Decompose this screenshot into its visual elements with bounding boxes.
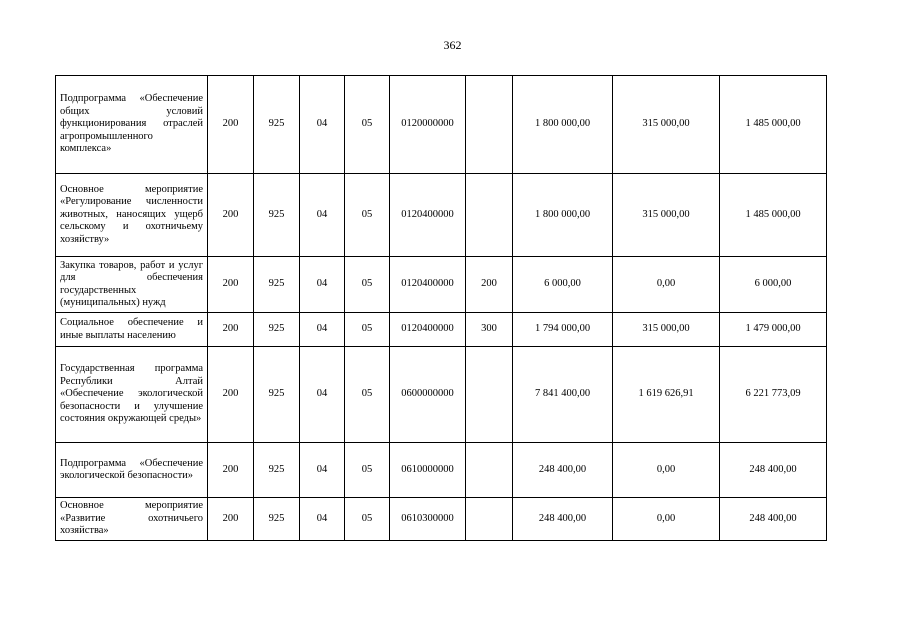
cell-code-3: 04 — [300, 498, 345, 541]
cell-code-4: 05 — [345, 76, 390, 174]
cell-value-3: 248 400,00 — [720, 498, 827, 541]
cell-value-3: 1 485 000,00 — [720, 76, 827, 174]
cell-value-2: 0,00 — [613, 498, 720, 541]
cell-code-3: 04 — [300, 76, 345, 174]
cell-expense-type: 200 — [466, 257, 513, 313]
cell-target-code: 0600000000 — [390, 347, 466, 443]
cell-code-2: 925 — [254, 347, 300, 443]
cell-value-1: 1 800 000,00 — [513, 76, 613, 174]
cell-code-3: 04 — [300, 347, 345, 443]
cell-value-2: 315 000,00 — [613, 174, 720, 257]
cell-value-3: 6 000,00 — [720, 257, 827, 313]
cell-code-2: 925 — [254, 498, 300, 541]
cell-target-code: 0120400000 — [390, 174, 466, 257]
table-row — [56, 313, 827, 347]
cell-value-1: 248 400,00 — [513, 443, 613, 498]
cell-code-1: 200 — [208, 257, 254, 313]
cell-target-code: 0120400000 — [390, 257, 466, 313]
cell-expense-type — [466, 174, 513, 257]
cell-value-1: 6 000,00 — [513, 257, 613, 313]
cell-code-2: 925 — [254, 313, 300, 347]
page-number: 362 — [443, 38, 462, 52]
cell-value-1: 7 841 400,00 — [513, 347, 613, 443]
cell-value-1: 1 800 000,00 — [513, 174, 613, 257]
cell-code-1: 200 — [208, 76, 254, 174]
cell-value-1: 248 400,00 — [513, 498, 613, 541]
row-name: Социальное обеспечение и иные выплаты населению — [56, 313, 208, 347]
cell-code-2: 925 — [254, 174, 300, 257]
cell-value-3: 6 221 773,09 — [720, 347, 827, 443]
cell-target-code: 0610300000 — [390, 498, 466, 541]
cell-value-2: 315 000,00 — [613, 313, 720, 347]
table-row — [56, 498, 827, 541]
cell-code-1: 200 — [208, 347, 254, 443]
cell-code-2: 925 — [254, 76, 300, 174]
cell-expense-type — [466, 443, 513, 498]
budget-table — [55, 75, 827, 541]
cell-code-4: 05 — [345, 443, 390, 498]
cell-value-2: 315 000,00 — [613, 76, 720, 174]
cell-code-3: 04 — [300, 174, 345, 257]
cell-code-3: 04 — [300, 443, 345, 498]
table-row — [56, 347, 827, 443]
cell-code-4: 05 — [345, 313, 390, 347]
cell-code-3: 04 — [300, 313, 345, 347]
row-name: Подпрограмма «Обеспечение экологической безопасности» — [56, 443, 208, 498]
cell-target-code: 0610000000 — [390, 443, 466, 498]
cell-code-1: 200 — [208, 443, 254, 498]
table-row — [56, 257, 827, 313]
row-name: Основное мероприятие «Регулирование численности животных, наносящих ущерб сельскому и охотничьему хозяйству» — [56, 174, 208, 257]
cell-code-2: 925 — [254, 257, 300, 313]
cell-code-4: 05 — [345, 498, 390, 541]
cell-expense-type — [466, 498, 513, 541]
cell-value-2: 0,00 — [613, 443, 720, 498]
row-name: Подпрограмма «Обеспечение общих условий функционирования отраслей агропромышленного комплекса» — [56, 76, 208, 174]
cell-target-code: 0120000000 — [390, 76, 466, 174]
cell-code-2: 925 — [254, 443, 300, 498]
cell-expense-type — [466, 76, 513, 174]
cell-code-1: 200 — [208, 498, 254, 541]
cell-value-3: 1 485 000,00 — [720, 174, 827, 257]
row-name: Закупка товаров, работ и услуг для обеспечения государственных (муниципальных) нужд — [56, 257, 208, 313]
cell-code-1: 200 — [208, 174, 254, 257]
cell-code-4: 05 — [345, 257, 390, 313]
cell-code-4: 05 — [345, 347, 390, 443]
table-row — [56, 76, 827, 174]
cell-code-1: 200 — [208, 313, 254, 347]
cell-value-3: 248 400,00 — [720, 443, 827, 498]
cell-code-3: 04 — [300, 257, 345, 313]
cell-value-1: 1 794 000,00 — [513, 313, 613, 347]
row-name: Государственная программа Республики Алтай «Обеспечение экологической безопасности и улучшение состояния окружающей среды» — [56, 347, 208, 443]
cell-value-2: 1 619 626,91 — [613, 347, 720, 443]
table-row — [56, 174, 827, 257]
cell-value-3: 1 479 000,00 — [720, 313, 827, 347]
cell-code-4: 05 — [345, 174, 390, 257]
cell-value-2: 0,00 — [613, 257, 720, 313]
row-name: Основное мероприятие «Развитие охотничьего хозяйства» — [56, 498, 208, 541]
cell-expense-type — [466, 347, 513, 443]
table-row — [56, 443, 827, 498]
cell-target-code: 0120400000 — [390, 313, 466, 347]
cell-expense-type: 300 — [466, 313, 513, 347]
